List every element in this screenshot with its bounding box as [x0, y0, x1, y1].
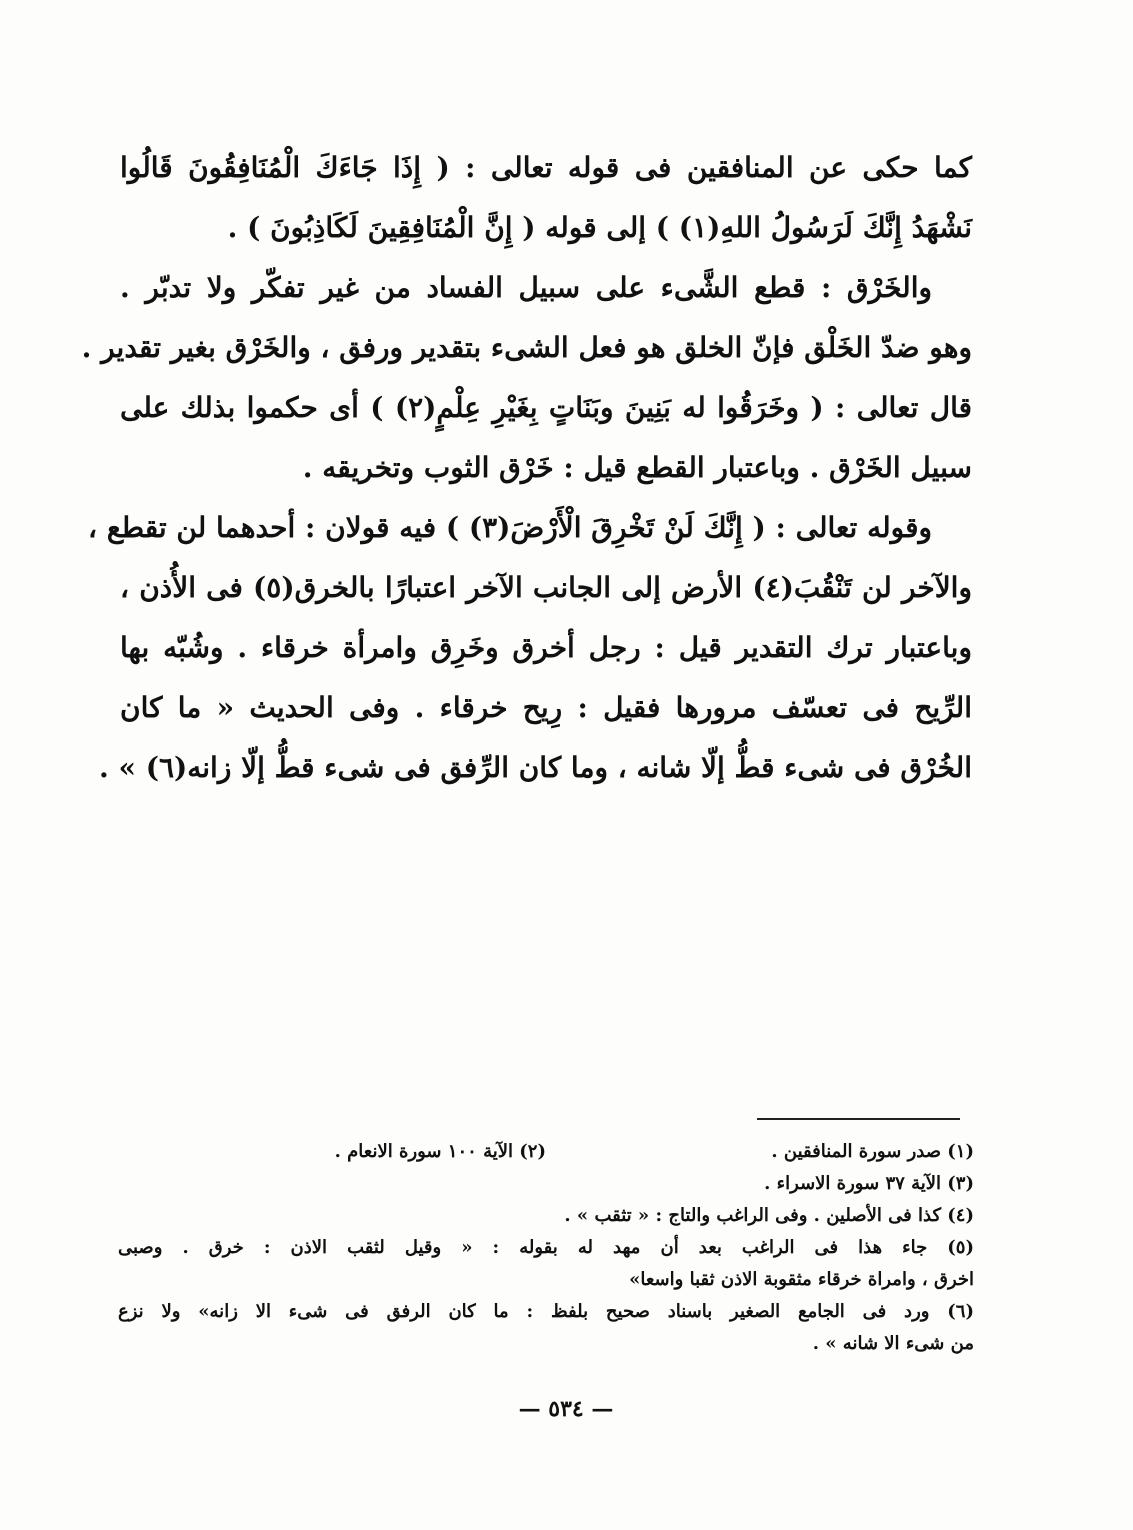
footnote-6: (٦) ورد فى الجامع الصغير باسناد صحيح بلفظ : ما كان الرفق فى شىء الا زانه» ولا نزع: [118, 1301, 974, 1322]
footnote-row: [118, 1136, 974, 1168]
main-text: [81, 138, 972, 798]
footnote-2: (٢) الآية ١٠٠ سورة الانعام .: [334, 1141, 546, 1162]
footnotes: [118, 1136, 974, 1360]
footnote-separator: [757, 1118, 960, 1120]
text-line: وقوله تعالى : ( إِنَّكَ لَنْ تَخْرِقَ الْأَرْضَ(٣) ) فيه قولان : أحدهما لن تقطع ،: [88, 511, 932, 544]
text-line: وباعتبار ترك التقدير قيل : رجل أخرق وخَرِق وامرأة خرقاء . وشُبّه بها: [120, 631, 972, 664]
text-line: قال تعالى : ( وخَرَقُوا له بَنِينَ وبَنَاتٍ بِغَيْرِ عِلْمٍ(٢) ) أى حكموا بذلك على: [120, 391, 972, 424]
text-line: نَشْهَدُ إِنَّكَ لَرَسُولُ اللهِ(١) ) إلى قوله ( إِنَّ الْمُنَافِقِينَ لَكَاذِبُونَ ) .: [227, 211, 972, 244]
footnote-6-continuation: من شىء الا شانه » .: [812, 1333, 974, 1354]
text-line: والآخر لن تَنْقُبَ(٤) الأرض إلى الجانب الآخر اعتبارًا بالخرق(٥) فى الأُذن ،: [120, 571, 972, 604]
footnote-5: (٥) جاء هذا فى الراغب بعد أن مهد له بقوله : « وقيل لثقب الاذن : خرق . وصبى: [118, 1237, 974, 1258]
footnote-1: (١) صدر سورة المنافقين .: [771, 1141, 974, 1162]
text-line: سبيل الخَرْق . وباعتبار القطع قيل : خَرْق الثوب وتخريقه .: [302, 451, 972, 484]
text-line: وهو ضدّ الخَلْق فإنّ الخلق هو فعل الشىء بتقدير ورفق ، والخَرْق بغير تقدير .: [81, 331, 972, 364]
footnote-3: (٣) الآية ٣٧ سورة الاسراء .: [764, 1173, 974, 1194]
page-number: — ٥٣٤ —: [518, 1396, 614, 1422]
footnote-4: (٤) كذا فى الأصلين . وفى الراغب والتاج : « تثقب » .: [564, 1205, 974, 1226]
text-line: الخُرْق فى شىء قطُّ إلّا شانه ، وما كان الرِّفق فى شىء قطُّ إلّا زانه(٦) » .: [98, 751, 972, 784]
text-line: الرِّيح فى تعسّف مرورها فقيل : رِيح خرقاء . وفى الحديث « ما كان: [120, 691, 972, 724]
text-line: والخَرْق : قطع الشَّىء على سبيل الفساد من غير تفكّر ولا تدبّر .: [120, 271, 932, 304]
footnote-5-continuation: اخرق ، وامراة خرقاء مثقوبة الاذن ثقبا واسعا»: [629, 1269, 974, 1290]
text-line: كما حكى عن المنافقين فى قوله تعالى : ( إِذَا جَاءَكَ الْمُنَافِقُونَ قَالُوا: [120, 151, 972, 184]
